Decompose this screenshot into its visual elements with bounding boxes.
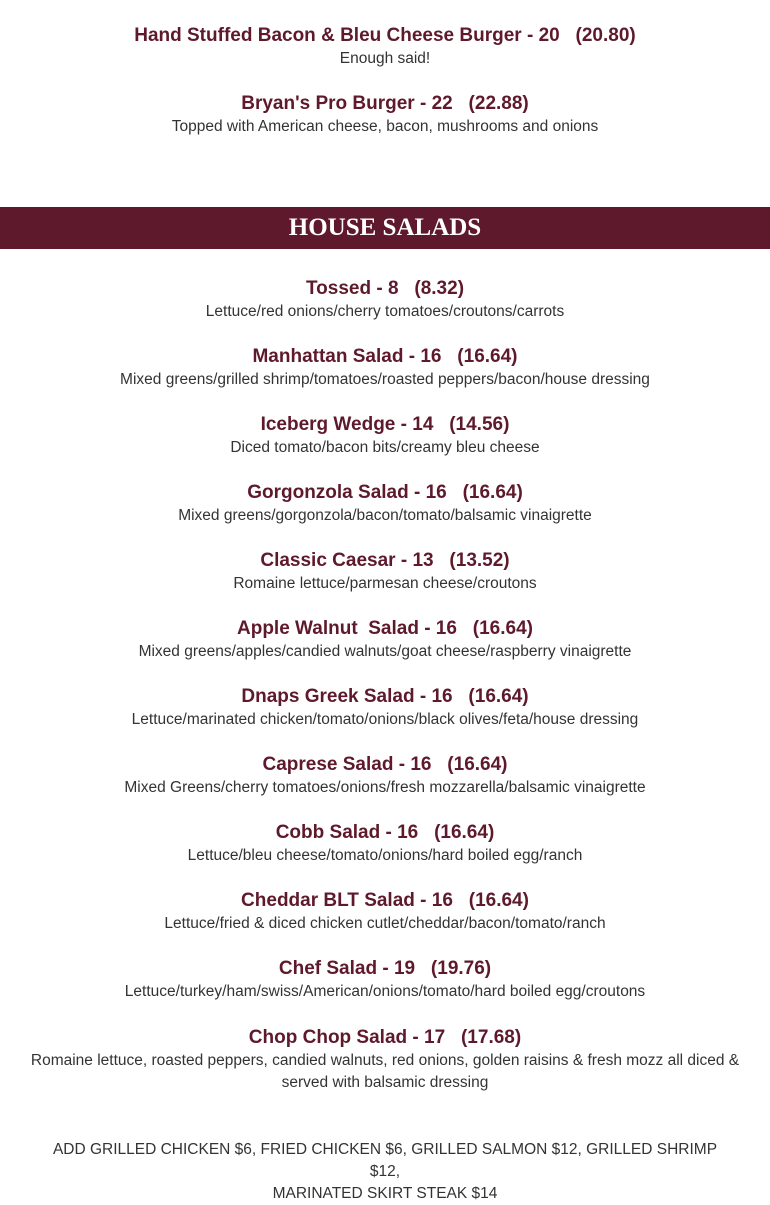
item-name: Chef Salad - 19 (19.76) xyxy=(278,958,492,979)
menu-item-tossed xyxy=(0,277,770,345)
addons-line-1: ADD GRILLED CHICKEN $6, FRIED CHICKEN $6, GRILLED SALMON $12, GRILLED SHRIMP $12, xyxy=(52,1141,718,1180)
salad-addons xyxy=(40,1139,730,1205)
section-title: HOUSE SALADS xyxy=(288,214,482,241)
item-description-line-2: served with balsamic dressing xyxy=(281,1074,489,1091)
item-name: Apple Walnut Salad - 16 (16.64) xyxy=(237,618,533,639)
item-description: Mixed Greens/cherry tomatoes/onions/fresh mozzarella/balsamic vinaigrette xyxy=(124,779,646,796)
item-name: Dnaps Greek Salad - 16 (16.64) xyxy=(241,686,529,707)
addons-line-2: MARINATED SKIRT STEAK $14 xyxy=(272,1185,498,1202)
item-description: Diced tomato/bacon bits/creamy bleu cheese xyxy=(230,439,540,456)
menu-item-caprese-salad xyxy=(0,753,770,821)
menu-item-cheddar-blt-salad xyxy=(0,889,770,957)
item-description: Topped with American cheese, bacon, mushrooms and onions xyxy=(171,118,599,135)
item-name: Cheddar BLT Salad - 16 (16.64) xyxy=(241,890,529,911)
item-name: Classic Caesar - 13 (13.52) xyxy=(260,550,510,571)
item-description: Romaine lettuce/parmesan cheese/croutons xyxy=(233,575,537,592)
item-name: Hand Stuffed Bacon & Bleu Cheese Burger - 20 (20.80) xyxy=(134,25,636,46)
menu-item-bacon-bleu-burger xyxy=(0,24,770,92)
item-name: Tossed - 8 (8.32) xyxy=(305,278,465,299)
item-description: Mixed greens/apples/candied walnuts/goat cheese/raspberry vinaigrette xyxy=(138,643,632,660)
item-name: Cobb Salad - 16 (16.64) xyxy=(275,822,495,843)
menu-item-cobb-salad xyxy=(0,821,770,889)
menu-item-gorgonzola-salad xyxy=(0,481,770,549)
item-description: Lettuce/fried & diced chicken cutlet/cheddar/bacon/tomato/ranch xyxy=(164,915,606,932)
menu-item-pro-burger xyxy=(0,92,770,160)
item-description: Lettuce/bleu cheese/tomato/onions/hard boiled egg/ranch xyxy=(187,847,583,864)
item-description: Lettuce/marinated chicken/tomato/onions/black olives/feta/house dressing xyxy=(131,711,639,728)
burger-items xyxy=(0,24,770,160)
item-name: Gorgonzola Salad - 16 (16.64) xyxy=(247,482,523,503)
item-description: Mixed greens/grilled shrimp/tomatoes/roasted peppers/bacon/house dressing xyxy=(120,371,650,388)
item-name: Iceberg Wedge - 14 (14.56) xyxy=(260,414,510,435)
salad-list xyxy=(0,277,770,1025)
item-name: Chop Chop Salad - 17 (17.68) xyxy=(248,1027,522,1048)
item-name: Caprese Salad - 16 (16.64) xyxy=(262,754,508,775)
item-name: Bryan's Pro Burger - 22 (22.88) xyxy=(241,93,529,114)
item-description: Lettuce/red onions/cherry tomatoes/croutons/carrots xyxy=(205,303,565,320)
item-description-line-1: Romaine lettuce, roasted peppers, candied walnuts, red onions, golden raisins & fresh mozz all diced & xyxy=(30,1052,740,1069)
item-description: Mixed greens/gorgonzola/bacon/tomato/balsamic vinaigrette xyxy=(178,507,592,524)
menu-item-manhattan-salad xyxy=(0,345,770,413)
menu-item-classic-caesar xyxy=(0,549,770,617)
menu-item-apple-walnut-salad xyxy=(0,617,770,685)
item-name: Manhattan Salad - 16 (16.64) xyxy=(252,346,518,367)
menu-item-chef-salad xyxy=(0,957,770,1025)
item-description: Lettuce/turkey/ham/swiss/American/onions/tomato/hard boiled egg/croutons xyxy=(124,983,646,1000)
menu-item-iceberg-wedge xyxy=(0,413,770,481)
menu-item-greek-salad xyxy=(0,685,770,753)
item-description: Enough said! xyxy=(339,50,431,67)
menu-item-chop-chop-salad xyxy=(0,1026,770,1094)
section-header-house-salads xyxy=(0,207,770,249)
